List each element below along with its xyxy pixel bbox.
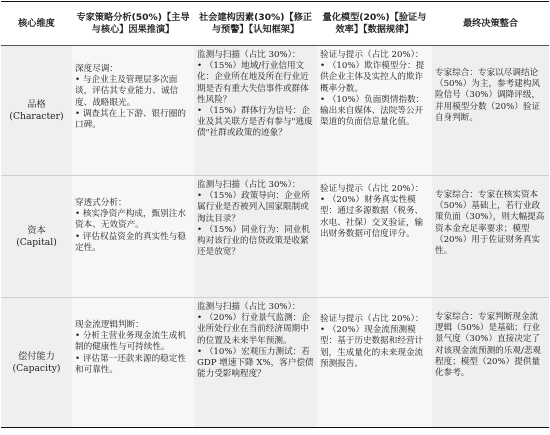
header-expert-analysis: 专家策略分析(50%)【主导与核心】因果推演】: [76, 11, 190, 35]
dimension-name-en: (Character): [9, 110, 64, 122]
list-item: • （20%）现金流预测模型：基于历史数据和经营计划，生成量化的未来现金流预测报告。: [320, 325, 424, 369]
social-factors-cell: [194, 298, 317, 428]
list-item: • （15%）群体行为信号：企业及其关联方是否有参与"逃废债"社群或政策的迹象？: [197, 106, 313, 139]
list-item: • 评估第一还款来源的稳定性和可靠性。: [75, 353, 186, 375]
social-intro: 监测与扫描（占比 30%）：: [197, 302, 301, 312]
quant-items: [320, 195, 429, 240]
quant-items: [320, 325, 429, 370]
expert-analysis-cell: [72, 298, 194, 428]
list-item: • （10%）欺诈模型分：提供企业主体及实控人的欺诈概率分数。: [320, 61, 425, 94]
dimension-cell: [1, 298, 72, 428]
quant-intro: 验证与提示（占比 20%）：: [320, 314, 424, 324]
list-item: • 与企业主及管理层多次面谈，评估其专业能力、诚信度、战略眼光。: [75, 75, 179, 108]
dimension-name: 资本: [27, 224, 46, 236]
final-decision-text: 专家综合：专家以尽调结论（50%）为主，参考建构风险信号（30%）调降评级，并用模型分数（20%）验证自身判断。: [435, 68, 541, 123]
quant-intro: 验证与提示（占比 20%）：: [320, 50, 424, 60]
dimension-cell: [1, 46, 72, 176]
quant-model-cell: [317, 298, 432, 428]
header-dimension: 核心维度: [18, 17, 55, 29]
table-row-character: [1, 46, 549, 176]
list-item: • （10%）宏观压力测试：若 GDP 增速下降 X%，客户偿债能力受影响程度？: [197, 346, 314, 380]
decision-matrix-table-wrapper: [1, 1, 549, 433]
expert-analysis-cell: [72, 176, 194, 298]
quant-model-cell: [317, 176, 432, 298]
social-items: [197, 313, 314, 380]
quant-intro: 验证与提示（占比 20%）：: [320, 184, 424, 194]
list-item: • （15%）政策导向：企业所属行业是否被列入国家限制或淘汰目录？: [197, 191, 310, 224]
social-items: [197, 191, 314, 258]
list-item: • （15%）同业行为：同业机构对该行业的信贷政策是收紧还是放宽？: [197, 224, 310, 258]
decision-matrix-table: [1, 1, 549, 428]
social-factors-cell: [194, 176, 317, 298]
expert-items: [75, 209, 191, 254]
list-item: • 分析主营业务现金流生成机制的健康性与可持续性。: [75, 331, 186, 353]
final-decision-cell: [432, 176, 549, 298]
list-item: • 评估权益资金的真实性与稳定性。: [75, 231, 186, 253]
list-item: • 核实净资产构成，甄别注水资本、无效资产。: [75, 209, 186, 231]
dimension-cell: [1, 176, 72, 298]
header-final-decision: 最终决策整合: [462, 17, 519, 29]
expert-items: [75, 75, 191, 131]
list-item: • （15%）地域/行业信用文化：企业所在地及所在行业近期是否有重大失信事件或群体性风险？: [197, 61, 309, 105]
dimension-name-en: (Capacity): [12, 362, 61, 374]
list-item: • （20%）行业景气监测：企业所处行业在当前经济周期中的位置及未来半年预测。: [197, 313, 310, 346]
expert-intro: 深度尽调：: [75, 64, 118, 74]
dimension-name: 偿付能力: [18, 350, 55, 362]
quant-items: [320, 61, 429, 128]
final-decision-cell: [432, 298, 549, 428]
social-intro: 监测与扫描（占比 30%）：: [197, 50, 301, 60]
table-row-capacity: [1, 298, 549, 428]
expert-analysis-cell: [72, 46, 194, 176]
social-items: [197, 61, 314, 139]
list-item: • 调查其在上下游、银行圈的口碑。: [75, 108, 186, 131]
header-social-factors: 社会建构因素(30%)【修正与预警】【认知框架】: [198, 11, 313, 35]
quant-model-cell: [317, 46, 432, 176]
social-factors-cell: [194, 46, 317, 176]
list-item: • （10%）负面舆情指数：输出来自媒体、法院等公开渠道的负面信息量化值。: [320, 94, 425, 128]
header-quant-model: 量化模型(20%)【验证与效率】【数据规律】: [322, 11, 427, 35]
expert-intro: 现金流逻辑判断：: [75, 320, 144, 330]
dimension-name: 品格: [27, 98, 46, 110]
final-decision-text: 专家综合：专家判断现金流逻辑（50%）是基础；行业景气度（30%）直接决定了对该现金流预测的乐观/悲观程度；模型（20%）提供量化参考。: [435, 312, 542, 379]
table-row-capital: [1, 176, 549, 298]
list-item: • （20%）财务真实性模型：通过多源数据（税务、水电、社保）交叉验证，输出财务数据可信度评分。: [320, 195, 424, 239]
dimension-name-en: (Capital): [16, 236, 57, 248]
social-intro: 监测与扫描（占比 30%）：: [197, 180, 301, 190]
final-decision-text: 专家综合：专家在核实资本（50%）基础上，若行业政策负面（30%），则大幅提高资本金充足率要求；模型（20%）用于佐证财务真实性。: [435, 190, 545, 257]
expert-items: [75, 331, 191, 376]
table-header-row: [1, 2, 549, 46]
expert-intro: 穿透式分析：: [75, 198, 127, 208]
final-decision-cell: [432, 46, 549, 176]
